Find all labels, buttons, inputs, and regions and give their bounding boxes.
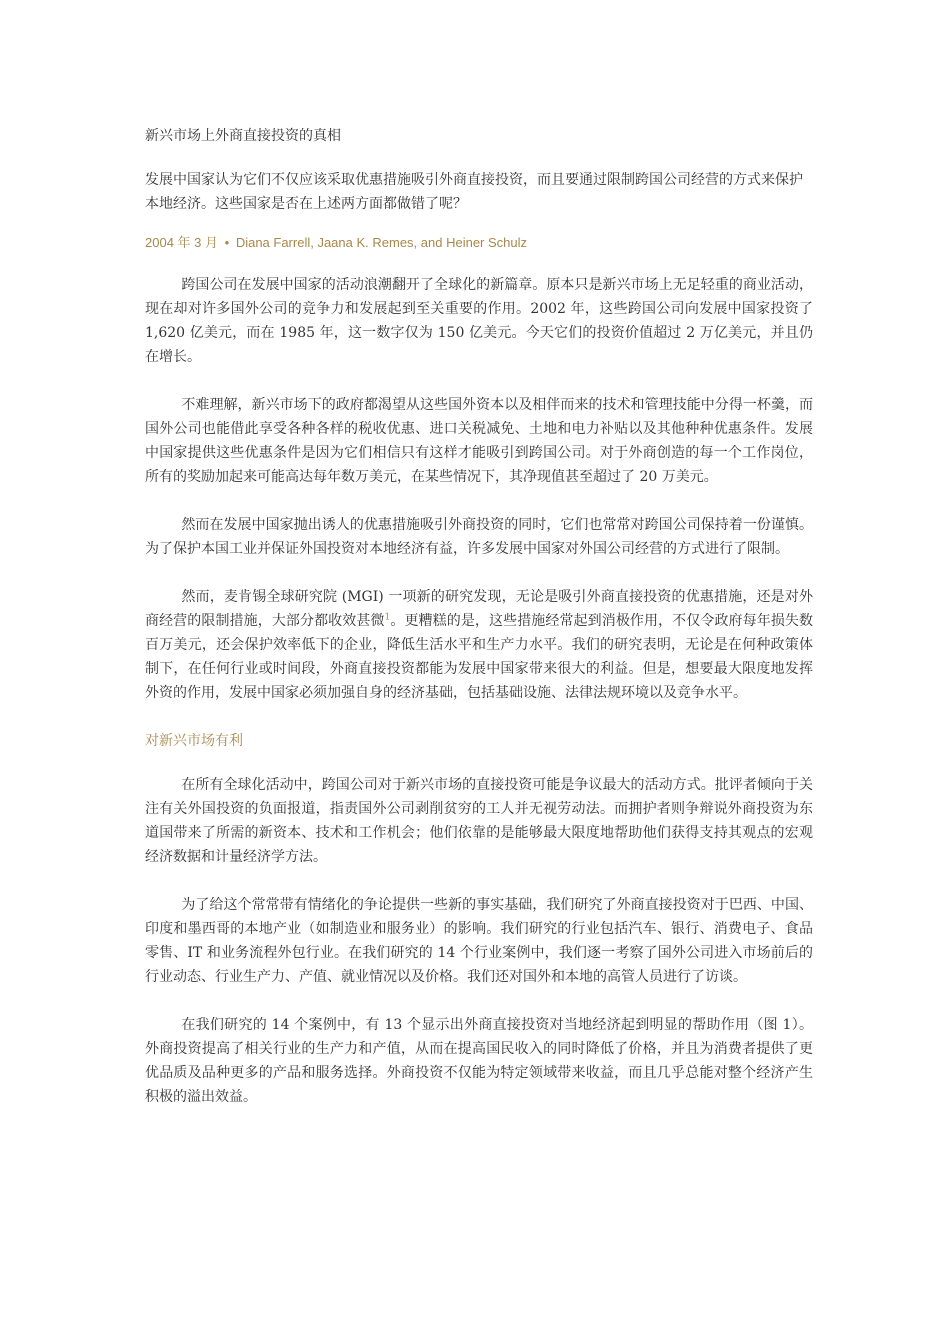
authors: Diana Farrell, Jaana K. Remes, and Heiner Schulz bbox=[235, 235, 528, 250]
section-heading: 对新兴市场有利 bbox=[145, 733, 243, 749]
paragraph: 跨国公司在发展中国家的活动浪潮翻开了全球化的新篇章。原本只是新兴市场上无足轻重的商业活动，现在却对许多国外公司的竞争力和发展起到至关重要的作用。2002 年，这些跨国公司向发展中国家投资了 1,620 亿美元，而在 1985 年，这一数字仅为 150 亿美元。今天它们的投资价值超过 2 万亿美元，并且仍在增长。 bbox=[145, 277, 813, 365]
paragraph: 在所有全球化活动中，跨国公司对于新兴市场的直接投资可能是争议最大的活动方式。批评者倾向于关注有关外国投资的负面报道，指责国外公司剥削贫穷的工人并无视劳动法。而拥护者则争辩说外商投资为东道国带来了所需的新资本、技术和工作机会；他们依靠的是能够最大限度地帮助他们获得支持其观点的宏观经济数据和计量经济学方法。 bbox=[145, 777, 813, 865]
article-body bbox=[145, 124, 813, 1133]
paragraph: 然而在发展中国家抛出诱人的优惠措施吸引外商投资的同时，它们也常常对跨国公司保持着一份谨慎。为了保护本国工业并保证外国投资对本地经济有益，许多发展中国家对外国公司经营的方式进行了限制。 bbox=[145, 517, 813, 557]
paragraph-text-after: 。更糟糕的是，这些措施经常起到消极作用，不仅令政府每年损失数百万美元，还会保护效率低下的企业，降低生活水平和生产力水平。我们的研究表明，无论是在何种政策体制下，在任何行业或时间段，外商直接投资都能为发展中国家带来很大的利益。但是，想要最大限度地发挥外资的作用，发展中国家必须加强自身的经济基础，包括基础设施、法律法规环境以及竞争水平。 bbox=[145, 613, 814, 701]
article-title: 新兴市场上外商直接投资的真相 bbox=[145, 128, 341, 144]
byline-separator: • bbox=[224, 235, 230, 250]
article-lede: 发展中国家认为它们不仅应该采取优惠措施吸引外商直接投资，而且要通过限制跨国公司经营的方式来保护本地经济。这些国家是否在上述两方面都做错了呢？ bbox=[145, 172, 803, 212]
footnote-link[interactable]: 1 bbox=[384, 612, 391, 623]
byline bbox=[145, 231, 813, 255]
paragraph-text-before: 然而，麦肯锡全球研究院 (MGI) 一项新的研究发现，无论是吸引外商直接投资的优惠措施，还是对外商经营的限制措施，大部分都收效甚微 bbox=[145, 589, 813, 629]
publish-date: 2004 年 3 月 bbox=[145, 235, 218, 250]
paragraph: 为了给这个常常带有情绪化的争论提供一些新的事实基础，我们研究了外商直接投资对于巴西、中国、印度和墨西哥的本地产业（如制造业和服务业）的影响。我们研究的行业包括汽车、银行、消费电子、食品零售、IT 和业务流程外包行业。在我们研究的 14 个行业案例中，我们逐一考察了国外公司进入市场前后的行业动态、行业生产力、产值、就业情况以及价格。我们还对国外和本地的高管人员进行了访谈。 bbox=[145, 897, 813, 985]
paragraph-with-footnote bbox=[145, 585, 813, 705]
paragraph: 在我们研究的 14 个案例中，有 13 个显示出外商直接投资对当地经济起到明显的帮助作用（图 1）。外商投资提高了相关行业的生产力和产值，从而在提高国民收入的同时降低了价格，并且为消费者提供了更优品质及品种更多的产品和服务选择。外商投资不仅能为特定领域带来收益，而且几乎总能对整个经济产生积极的溢出效益。 bbox=[145, 1017, 813, 1105]
paragraph: 不难理解，新兴市场下的政府都渴望从这些国外资本以及相伴而来的技术和管理技能中分得一杯羹，而国外公司也能借此享受各种各样的税收优惠、进口关税减免、土地和电力补贴以及其他种种优惠条件。发展中国家提供这些优惠条件是因为它们相信只有这样才能吸引到跨国公司。对于外商创造的每一个工作岗位，所有的奖励加起来可能高达每年数万美元，在某些情况下，其净现值甚至超过了 20 万美元。 bbox=[145, 397, 813, 485]
